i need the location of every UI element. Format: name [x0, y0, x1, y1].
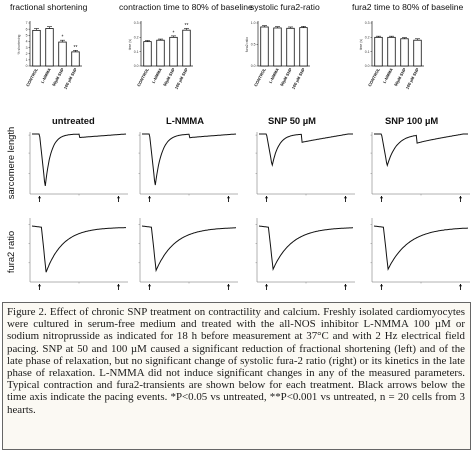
bar	[300, 28, 308, 66]
bar-chart-title: fractional shortening	[10, 2, 88, 12]
category-label: CONTROL	[366, 67, 381, 88]
y-tick-label: 7	[25, 21, 28, 26]
y-tick-label: 4	[25, 39, 28, 44]
fura-trace-1	[29, 218, 129, 290]
category-label: CONTROL	[252, 67, 267, 88]
bar	[72, 52, 80, 66]
category-label: 100 µM SNP	[173, 67, 189, 91]
sarcomere-trace-3	[256, 132, 356, 202]
sarcomere-trace-1	[29, 132, 129, 202]
category-label: 100 µM SNP	[404, 67, 420, 91]
significance-marker: **	[73, 44, 78, 51]
bar	[144, 42, 152, 66]
trace-column-title: untreated	[52, 115, 95, 126]
y-tick-label: 0.1	[364, 49, 370, 54]
category-label: 100 µM SNP	[290, 67, 306, 91]
bar-chart-1	[10, 2, 88, 90]
bar-chart-4	[352, 2, 464, 90]
category-label: L-NMMA	[381, 67, 394, 85]
category-label: L-NMMA	[150, 67, 163, 85]
y-tick-label: 0.0	[133, 64, 139, 69]
significance-marker: *	[61, 34, 64, 41]
y-tick-label: 1	[25, 58, 28, 63]
y-axis-label: time (s)	[359, 38, 363, 51]
category-label: 50µM SNP	[162, 67, 176, 88]
trace-row-label: sarcomere length	[5, 126, 16, 200]
y-tick-label: 0.1	[133, 49, 139, 54]
bar	[183, 30, 191, 66]
bar	[401, 39, 409, 66]
category-label: 50µM SNP	[393, 67, 407, 88]
y-tick-label: 1.0	[250, 21, 256, 26]
significance-marker: *	[172, 30, 175, 37]
bar	[287, 28, 295, 66]
trace-line	[259, 134, 353, 165]
bar	[274, 28, 282, 66]
category-label: CONTROL	[135, 67, 150, 88]
trace-row-label: fura2 ratio	[5, 230, 16, 274]
y-axis-label: % shortening	[17, 34, 21, 55]
y-tick-label: 0.0	[364, 64, 370, 69]
pacing-arrowhead	[117, 196, 120, 198]
category-label: L-NMMA	[267, 67, 280, 85]
bar-chart-title: fura2 time to 80% of baseline	[352, 2, 464, 12]
y-tick-label: 0.0	[250, 64, 256, 69]
trace-line	[142, 134, 236, 185]
trace-column-title: SNP 50 µM	[268, 115, 316, 126]
bar	[33, 30, 41, 66]
trace-line	[374, 134, 468, 165]
trace-column-title: SNP 100 µM	[385, 115, 439, 126]
pacing-arrowhead	[148, 196, 151, 198]
pacing-arrowhead	[265, 196, 268, 198]
figure-caption: Figure 2. Effect of chronic SNP treatment on contractility and calcium. Freshly isolated cardiomyocytes were cultured in serum-free medium and treated with the all-NOS inhibitor L-NMMA 100 µM or sodium nitroprusside as indicated for 18 h before measurement at 37°C and with 2 Hz electrical field pacing. SNP at 50 and 100 µM caused a significant reduction of fractional shortening (left) and of the late phase of relaxation, but no significant change of systolic fura-2 ratio (right) or its kinetics in the late phase of relaxation. L-NMMA did not induce significant changes in any of the measured parameters. Typical contraction and fura2-transients are shown below for each treatment. Black arrows below the time axis indicate the pacing events. *P<0.05 vs untreated, **P<0.001 vs untreated, n = 20 cells from 3 hearts.	[7, 306, 465, 416]
y-tick-label: 0	[25, 64, 28, 69]
pacing-arrowhead	[117, 284, 120, 286]
pacing-arrowhead	[459, 284, 462, 286]
y-tick-label: 3	[25, 45, 28, 50]
bar-chart-3	[245, 2, 320, 90]
trace-line	[32, 134, 126, 186]
bar	[46, 29, 54, 66]
category-label: 100 µM SNP	[62, 67, 78, 91]
pacing-arrowhead	[148, 284, 151, 286]
bar	[414, 40, 422, 66]
category-label: CONTROL	[24, 67, 39, 88]
pacing-arrowhead	[344, 284, 347, 286]
y-tick-label: 0.5	[250, 42, 256, 47]
trace-line	[374, 226, 468, 269]
bar-chart-2	[119, 2, 253, 90]
bar	[388, 37, 396, 66]
y-tick-label: 2	[25, 51, 28, 56]
trace-line	[142, 226, 236, 270]
fura-trace-3	[256, 218, 356, 290]
pacing-arrowhead	[227, 284, 230, 286]
bar-chart-title: contraction time to 80% of baseline	[119, 2, 253, 12]
bar	[59, 42, 67, 66]
category-label: L-NMMA	[39, 67, 52, 85]
caption-box	[2, 302, 471, 450]
pacing-arrowhead	[344, 196, 347, 198]
pacing-arrowhead	[265, 284, 268, 286]
bar	[375, 37, 383, 66]
y-tick-label: 0.3	[364, 21, 370, 26]
pacing-arrowhead	[380, 196, 383, 198]
bar	[157, 40, 165, 66]
bar-chart-title: systolic fura2-ratio	[250, 2, 320, 12]
trace-column-title: L-NMMA	[166, 115, 205, 126]
pacing-arrowhead	[380, 284, 383, 286]
y-tick-label: 0.3	[133, 21, 139, 26]
pacing-arrowhead	[38, 196, 41, 198]
trace-line	[259, 226, 353, 269]
y-axis-label: fura2 ratio	[245, 36, 249, 53]
pacing-arrowhead	[227, 196, 230, 198]
fura-trace-2	[139, 218, 239, 290]
y-tick-label: 5	[25, 33, 28, 38]
y-tick-label: 6	[25, 27, 28, 32]
y-axis-label: time (s)	[128, 38, 132, 51]
category-label: 50µM SNP	[51, 67, 65, 88]
pacing-arrowhead	[459, 196, 462, 198]
y-tick-label: 0.2	[133, 35, 139, 40]
sarcomere-trace-4	[371, 132, 471, 202]
significance-marker: **	[184, 22, 189, 29]
bar	[170, 37, 178, 66]
y-tick-label: 0.2	[364, 35, 370, 40]
sarcomere-trace-2	[139, 132, 239, 202]
category-label: 50µM SNP	[279, 67, 293, 88]
pacing-arrowhead	[38, 284, 41, 286]
bar	[261, 27, 269, 66]
trace-line	[32, 226, 126, 272]
fura-trace-4	[371, 218, 471, 290]
